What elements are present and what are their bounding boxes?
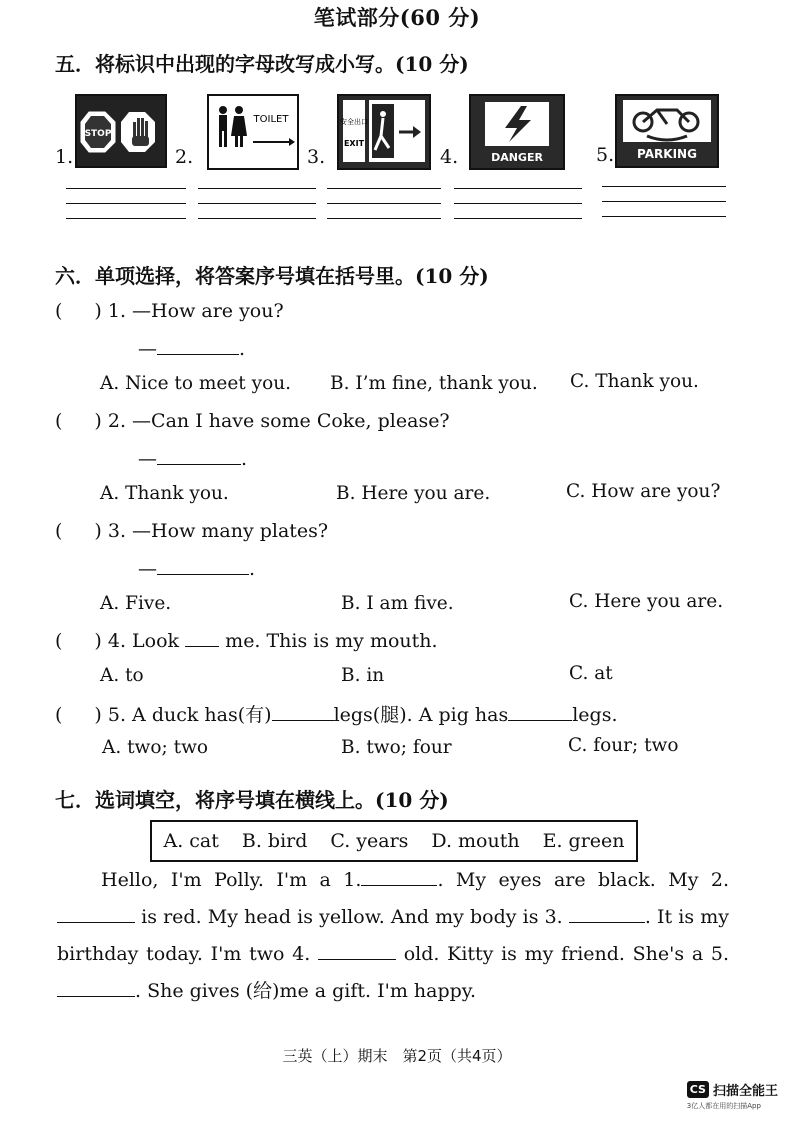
section7-heading: 七．选词填空，将序号填在横线上。(10 分) bbox=[55, 788, 449, 812]
q1-option-b: B. I’m fine, thank you. bbox=[330, 373, 538, 394]
page-title: 笔试部分(60 分) bbox=[313, 5, 481, 30]
sign-number-3: 3. bbox=[307, 146, 326, 168]
q4-option-c: C. at bbox=[569, 663, 613, 684]
scanner-watermark bbox=[687, 1080, 778, 1111]
toilet-sign-image bbox=[207, 94, 299, 170]
q1-option-c: C. Thank you. bbox=[570, 371, 699, 392]
exit-sign-image bbox=[337, 94, 431, 170]
exit-sign-text: EXIT bbox=[343, 139, 365, 148]
sign-number-4: 4. bbox=[440, 146, 459, 168]
word-box bbox=[150, 820, 638, 862]
section6-heading: 六．单项选择，将答案序号填在括号里。(10 分) bbox=[55, 264, 489, 288]
q5-option-a: A. two; two bbox=[102, 737, 209, 758]
word-option-a: A. cat bbox=[163, 830, 219, 852]
answer-blank-4[interactable] bbox=[185, 628, 219, 647]
answer-line-3: — . bbox=[138, 558, 256, 580]
q2-option-c: C. How are you? bbox=[566, 481, 721, 502]
q3-option-b: B. I am five. bbox=[341, 593, 454, 614]
cloze-paragraph: Hello, I'm Polly. I'm a 1. . My eyes are black. My 2. is red. My head is yellow. And my body is 3. . It is my birthday today. I'm two 4. old. Kitty is my friend. She's a 5. . She gives (给)me a gift. I'm happy. bbox=[57, 869, 730, 1002]
answer-blank-2[interactable] bbox=[157, 446, 241, 465]
answer-blank-5b[interactable] bbox=[508, 702, 572, 721]
scanner-tagline: 3亿人都在用的扫描App bbox=[686, 1102, 761, 1110]
cloze-blank-2[interactable] bbox=[57, 904, 135, 923]
q3-option-a: A. Five. bbox=[100, 593, 172, 614]
question-5: ( ) 5. A duck has(有) legs(腿). A pig has legs. bbox=[55, 704, 618, 726]
danger-sign-image bbox=[469, 94, 565, 170]
sign-number-2: 2. bbox=[175, 146, 194, 168]
question-4: ( ) 4. Look me. This is my mouth. bbox=[55, 630, 438, 652]
sign-number-5: 5. bbox=[596, 144, 615, 166]
parking-sign-image bbox=[615, 94, 719, 168]
exit-sign-cn-text: 安全出口 bbox=[340, 118, 368, 126]
answer-blank-5a[interactable] bbox=[272, 702, 334, 721]
scanner-logo-icon: CS bbox=[687, 1081, 709, 1098]
answer-blank-1[interactable] bbox=[157, 336, 239, 355]
q1-option-a: A. Nice to meet you. bbox=[100, 373, 292, 394]
q4-option-a: A. to bbox=[100, 665, 144, 686]
question-2: ( ) 2. —Can I have some Coke, please? bbox=[55, 410, 450, 432]
word-option-e: E. green bbox=[542, 830, 625, 852]
toilet-sign-text: TOILET bbox=[253, 114, 289, 125]
cloze-blank-5[interactable] bbox=[57, 978, 135, 997]
word-option-b: B. bird bbox=[241, 830, 308, 852]
answer-line-2: — . bbox=[138, 448, 248, 470]
q4-option-b: B. in bbox=[341, 665, 385, 686]
q2-option-b: B. Here you are. bbox=[336, 483, 491, 504]
q5-option-c: C. four; two bbox=[568, 735, 679, 756]
stop-sign-text: STOP bbox=[84, 129, 112, 139]
cloze-blank-3[interactable] bbox=[569, 904, 645, 923]
section5-heading: 五．将标识中出现的字母改写成小写。(10 分) bbox=[55, 52, 469, 76]
page-footer: 三英（上）期末 第2页（共4页） bbox=[282, 1047, 512, 1065]
question-3: ( ) 3. —How many plates? bbox=[55, 520, 329, 542]
scanner-name: 扫描全能王 bbox=[712, 1084, 778, 1099]
answer-line-1: — . bbox=[138, 338, 246, 360]
parking-sign-text: PARKING bbox=[637, 147, 697, 161]
q3-option-c: C. Here you are. bbox=[569, 591, 724, 612]
q2-option-a: A. Thank you. bbox=[100, 483, 229, 504]
cloze-blank-4[interactable] bbox=[318, 941, 396, 960]
cloze-blank-1[interactable] bbox=[361, 867, 437, 886]
stop-sign-image bbox=[75, 94, 167, 168]
word-option-d: D. mouth bbox=[431, 830, 520, 852]
q5-option-b: B. two; four bbox=[341, 737, 452, 758]
word-option-c: C. years bbox=[330, 830, 409, 852]
answer-blank-3[interactable] bbox=[157, 556, 249, 575]
question-1: ( ) 1. —How are you? bbox=[55, 300, 284, 322]
danger-sign-text: DANGER bbox=[491, 151, 543, 164]
sign-number-1: 1. bbox=[55, 146, 74, 168]
